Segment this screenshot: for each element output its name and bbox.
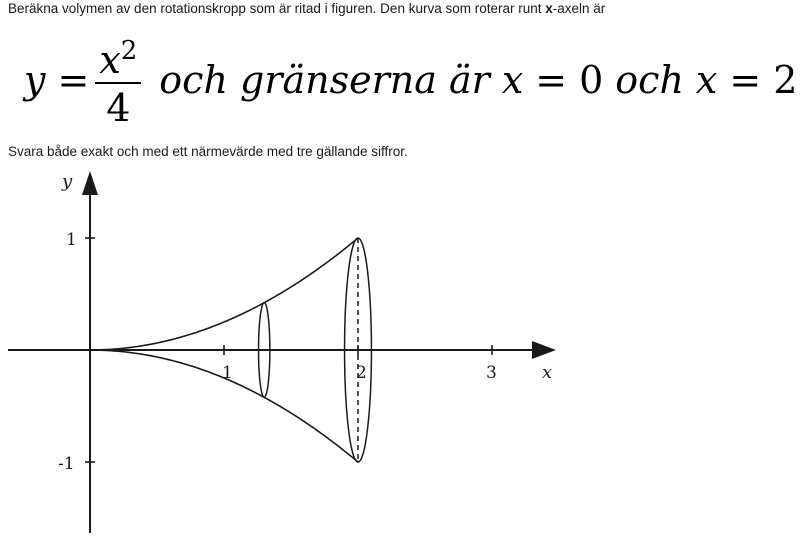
x-axis-arrow [532, 341, 556, 359]
formula-lhs: y [24, 58, 46, 102]
formula-equals: = [57, 58, 90, 102]
formula-bounds-text: och gränserna är [159, 58, 490, 102]
curve-upper [90, 238, 358, 350]
x-axis-label: x [542, 362, 553, 383]
intro-text-start: Beräkna volymen av den rotationskropp som är ritad i figuren. Den kurva som roterar runt [8, 1, 546, 16]
x-tick-label-2: 2 [356, 363, 367, 383]
problem-intro [8, 1, 605, 17]
fraction-numerator [95, 29, 141, 82]
y-tick-label-minus-1: -1 [58, 454, 75, 474]
formula-eq-1: = [535, 58, 568, 102]
curve-formula [24, 28, 797, 132]
intro-axis-x: x [545, 1, 553, 16]
y-axis-label: y [62, 171, 73, 192]
y-tick-label-1: 1 [66, 230, 77, 250]
formula-var-2: x [695, 58, 718, 102]
formula-and-text: och [615, 58, 684, 102]
fraction-denominator: 4 [106, 85, 131, 130]
rotation-body-figure [0, 165, 580, 537]
numerator-exponent: 2 [120, 35, 138, 66]
x-tick-label-3: 3 [486, 363, 497, 383]
numerator-variable: x [99, 37, 121, 82]
intro-text-end: -axeln är [552, 1, 606, 16]
answer-instruction: Svara både exakt och med ett närmevärde med tre gällande siffror. [8, 144, 408, 159]
formula-upper-bound: 2 [773, 58, 798, 102]
x-tick-label-1: 1 [222, 363, 233, 383]
y-axis-arrow [82, 171, 98, 195]
formula-lower-bound: 0 [579, 58, 604, 102]
formula-eq-2: = [729, 58, 762, 102]
formula-fraction [95, 29, 141, 132]
formula-var-1: x [501, 58, 524, 102]
